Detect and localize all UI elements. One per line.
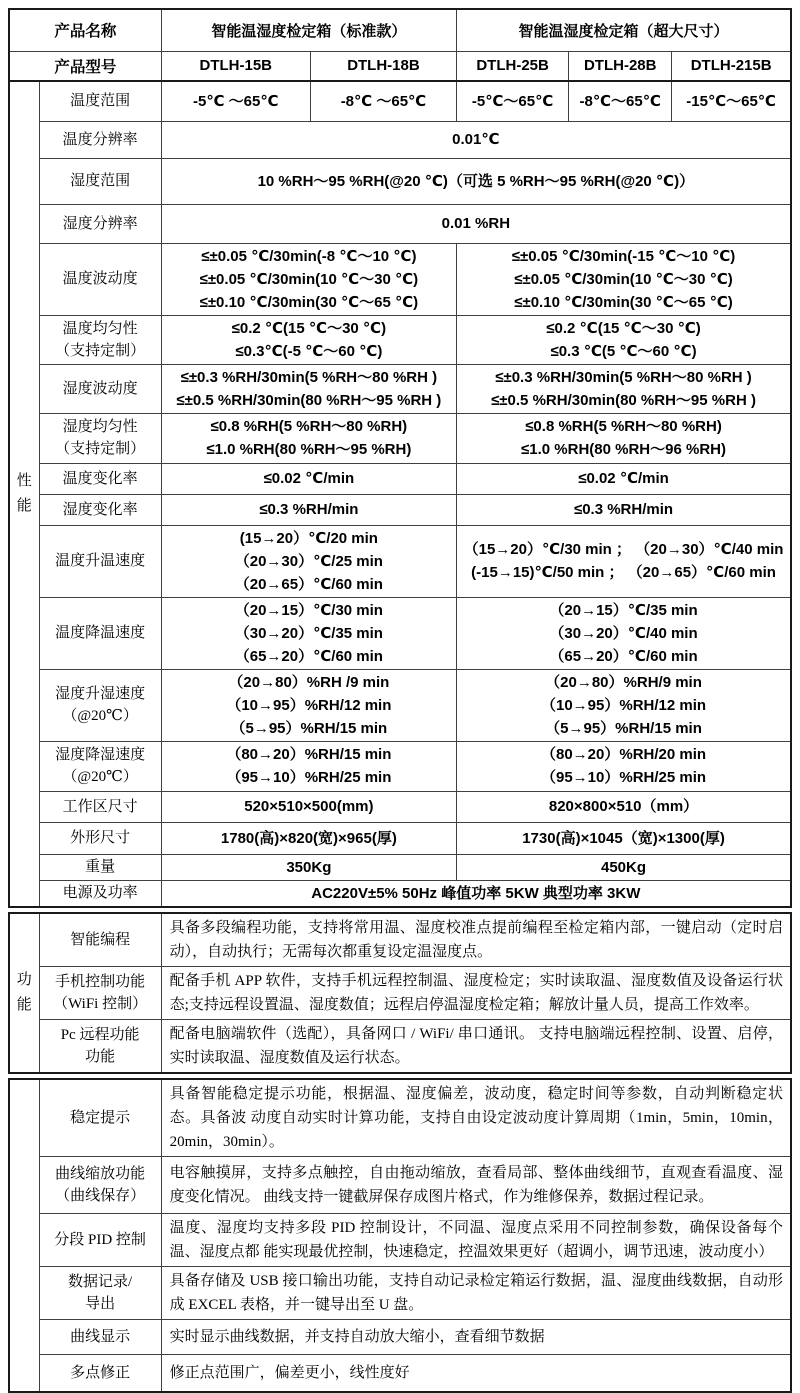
- spec-line: ≤0.2 ℃(15 ℃～30 ℃): [164, 317, 454, 340]
- row-label-line: （@20℃）: [42, 766, 159, 788]
- model-cell: DTLH-18B: [310, 51, 456, 81]
- row-label-line: 温度变化率: [42, 468, 159, 490]
- feature-description: 电容触摸屏，支持多点触控，自由拖动缩放，查看局部、整体曲线细节，直观查看温度、湿度变化情况。 曲线支持一键截屏保存成图片格式，作为维修保养，数据过程记录。: [161, 1156, 791, 1213]
- row-label-line: 曲线缩放功能: [42, 1163, 159, 1185]
- section-label-char: 能: [10, 494, 39, 519]
- spec-value-cell: [161, 81, 310, 121]
- spec-value-cell: [457, 315, 791, 364]
- spec-value-cell: [161, 121, 791, 158]
- spec-value-cell: [161, 880, 791, 907]
- spec-line: 350Kg: [164, 856, 454, 879]
- row-label: [39, 880, 161, 907]
- row-label: [39, 791, 161, 822]
- spec-value-cell: [161, 494, 456, 525]
- row-label-line: 温度降温速度: [42, 622, 159, 644]
- model-cell: DTLH-28B: [569, 51, 672, 81]
- row-label-line: 温度波动度: [42, 268, 159, 290]
- product-model-label: 产品型号: [9, 51, 161, 81]
- row-label-line: 温度范围: [42, 90, 159, 112]
- row-label-line: 手机控制功能: [42, 971, 159, 993]
- spec-line: ≤1.0 %RH(80 %RH～96 %RH): [459, 438, 788, 461]
- spec-line: 1730(高)×1045（宽)×1300(厚): [459, 827, 788, 850]
- spec-line: -5℃～65℃: [459, 90, 566, 113]
- spec-line: ≤0.3 ℃(5 ℃～60 ℃): [459, 340, 788, 363]
- spec-line: （10→95）%RH/12 min: [459, 694, 788, 717]
- spec-line: （65→20）℃/60 min: [164, 645, 454, 668]
- row-label-line: 电源及功率: [42, 882, 159, 904]
- product-title-standard: 智能温湿度检定箱（标准款）: [161, 9, 456, 51]
- spec-table-functions: [8, 912, 792, 1074]
- spec-line: ≤0.02 ℃/min: [459, 467, 788, 490]
- row-label: [39, 413, 161, 463]
- row-label: [39, 525, 161, 597]
- section-label-char: 能: [10, 993, 39, 1018]
- spec-line: （10→95）%RH/12 min: [164, 694, 454, 717]
- spec-value-cell: [457, 413, 791, 463]
- product-name-label: 产品名称: [9, 9, 161, 51]
- row-label-line: 智能编程: [42, 929, 159, 951]
- spec-line: -8℃～65℃: [571, 90, 669, 113]
- spec-line: ≤±0.5 %RH/30min(80 %RH～95 %RH ): [164, 389, 454, 412]
- row-label-line: 外形尺寸: [42, 827, 159, 849]
- row-label-line: （曲线保存）: [42, 1185, 159, 1207]
- spec-value-cell: [457, 243, 791, 315]
- spec-line: ≤±0.5 %RH/30min(80 %RH～95 %RH ): [459, 389, 788, 412]
- product-title-oversize: 智能温湿度检定箱（超大尺寸）: [457, 9, 791, 51]
- spec-line: ≤±0.3 %RH/30min(5 %RH～80 %RH ): [164, 366, 454, 389]
- row-label-line: （支持定制）: [42, 438, 159, 460]
- section-label-char: 功: [10, 968, 39, 993]
- spec-line: （20→15）℃/35 min: [459, 599, 788, 622]
- spec-line: 450Kg: [459, 856, 788, 879]
- spec-line: ≤1.0 %RH(80 %RH～95 %RH): [164, 438, 454, 461]
- spec-line: ≤0.3 %RH/min: [164, 498, 454, 521]
- spec-line: -15℃～65℃: [674, 90, 788, 113]
- row-label: [39, 243, 161, 315]
- spec-value-cell: [161, 413, 456, 463]
- spec-line: （30→20）℃/35 min: [164, 622, 454, 645]
- spec-line: ≤0.8 %RH(5 %RH～80 %RH): [459, 415, 788, 438]
- spec-line: -8℃ ～65℃: [313, 90, 454, 113]
- row-label: [39, 1156, 161, 1213]
- row-label-line: 湿度变化率: [42, 499, 159, 521]
- row-label-line: 重量: [42, 856, 159, 878]
- row-label: [39, 1266, 161, 1319]
- spec-line: AC220V±5% 50Hz 峰值功率 5KW 典型功率 3KW: [164, 882, 788, 905]
- spec-line: 520×510×500(mm): [164, 795, 454, 818]
- spec-line: ≤0.8 %RH(5 %RH～80 %RH): [164, 415, 454, 438]
- row-label: [39, 1079, 161, 1157]
- row-label: [39, 966, 161, 1019]
- row-label: [39, 913, 161, 967]
- spec-value-cell: [310, 81, 456, 121]
- section-label-char: 性: [10, 469, 39, 494]
- spec-line: （20→80）%RH /9 min: [164, 671, 454, 694]
- spec-table-extras: [8, 1078, 792, 1393]
- spec-line: （95→10）%RH/25 min: [164, 766, 454, 789]
- spec-value-cell: [672, 81, 791, 121]
- row-label-line: 湿度范围: [42, 170, 159, 192]
- spec-value-cell: [161, 364, 456, 413]
- spec-value-cell: [161, 822, 456, 854]
- spec-line: ≤±0.3 %RH/30min(5 %RH～80 %RH ): [459, 366, 788, 389]
- row-label-line: 湿度均匀性: [42, 416, 159, 438]
- spec-line: （65→20）℃/60 min: [459, 645, 788, 668]
- spec-value-cell: [457, 791, 791, 822]
- spec-value-cell: [161, 243, 456, 315]
- spec-line: ≤±0.05 ℃/30min(-8 ℃～10 ℃): [164, 245, 454, 268]
- feature-description: 温度、湿度均支持多段 PID 控制设计，不同温、湿度点采用不同控制参数，确保设备每个温、湿度点都 能实现最优控制，快速稳定，控温效果更好（超调小，调节迅速，波动度小）: [161, 1213, 791, 1266]
- row-label-line: 湿度波动度: [42, 378, 159, 400]
- spec-value-cell: [161, 463, 456, 494]
- row-label-line: （WiFi 控制）: [42, 993, 159, 1015]
- spec-value-cell: [457, 81, 569, 121]
- section-label-empty: [9, 1079, 39, 1393]
- spec-line: （20→65）℃/60 min: [164, 573, 454, 596]
- spec-value-cell: [161, 741, 456, 791]
- spec-value-cell: [161, 854, 456, 880]
- spec-line: ≤0.3℃(-5 ℃～60 ℃): [164, 340, 454, 363]
- row-label: [39, 494, 161, 525]
- row-label: [39, 854, 161, 880]
- feature-description: 具备多段编程功能，支持将常用温、湿度校准点提前编程至检定箱内部，一键启动（定时启动），自动执行；无需每次都重复设定温湿度点。: [161, 913, 791, 967]
- row-label: [39, 204, 161, 243]
- row-label: [39, 364, 161, 413]
- spec-value-cell: [161, 204, 791, 243]
- row-label-line: 温度升温速度: [42, 550, 159, 572]
- spec-line: ≤±0.10 ℃/30min(30 ℃～65 ℃): [164, 291, 454, 314]
- feature-description: 具备存储及 USB 接口输出功能，支持自动记录检定箱运行数据，温、湿度曲线数据，自动形成 EXCEL 表格，并一键导出至 U 盘。: [161, 1266, 791, 1319]
- model-cell: DTLH-15B: [161, 51, 310, 81]
- row-label: [39, 1319, 161, 1354]
- spec-line: 820×800×510（mm）: [459, 795, 788, 818]
- spec-line: 1780(高)×820(宽)×965(厚): [164, 827, 454, 850]
- spec-line: （95→10）%RH/25 min: [459, 766, 788, 789]
- spec-line: ≤0.3 %RH/min: [459, 498, 788, 521]
- spec-value-cell: [161, 315, 456, 364]
- spec-value-cell: [161, 158, 791, 204]
- feature-description: 配备手机 APP 软件，支持手机远程控制温、湿度检定；实时读取温、湿度数值及设备运行状态;支持远程设置温、湿度数值；远程启停温湿度检定箱；解放计量人员，提高工作效率。: [161, 966, 791, 1019]
- section-label-functions: [9, 913, 39, 1073]
- spec-value-cell: [457, 525, 791, 597]
- feature-description: 具备智能稳定提示功能，根据温、湿度偏差，波动度，稳定时间等参数，自动判断稳定状态。具备波 动度自动实时计算功能，支持自由设定波动度计算周期（1min，5min，10min，20min，30min）。: [161, 1079, 791, 1157]
- spec-line: 0.01℃: [164, 128, 788, 151]
- row-label-line: 分段 PID 控制: [42, 1229, 159, 1251]
- spec-line: （5→95）%RH/15 min: [459, 717, 788, 740]
- spec-line: （80→20）%RH/15 min: [164, 743, 454, 766]
- spec-line: ≤0.2 ℃(15 ℃～30 ℃): [459, 317, 788, 340]
- row-label-line: 温度均匀性: [42, 318, 159, 340]
- row-label: [39, 669, 161, 741]
- feature-description: 配备电脑端软件（选配），具备网口 / WiFi/ 串口通讯。 支持电脑端远程控制、设置、启停，实时读取温、湿度数值及运行状态。: [161, 1019, 791, 1073]
- row-label-line: 温度分辨率: [42, 129, 159, 151]
- row-label: [39, 822, 161, 854]
- spec-value-cell: [569, 81, 672, 121]
- spec-value-cell: [161, 525, 456, 597]
- row-label: [39, 1354, 161, 1392]
- row-label: [39, 463, 161, 494]
- row-label-line: 工作区尺寸: [42, 796, 159, 818]
- spec-value-cell: [457, 822, 791, 854]
- row-label: [39, 158, 161, 204]
- spec-line: ≤±0.05 ℃/30min(10 ℃～30 ℃): [459, 268, 788, 291]
- spec-line: ≤0.02 ℃/min: [164, 467, 454, 490]
- row-label-line: 导出: [42, 1293, 159, 1315]
- spec-sheet: [8, 8, 794, 1393]
- section-label-performance: [9, 81, 39, 907]
- spec-line: ≤±0.10 ℃/30min(30 ℃～65 ℃): [459, 291, 788, 314]
- spec-line: （20→80）%RH/9 min: [459, 671, 788, 694]
- spec-value-cell: [457, 854, 791, 880]
- spec-value-cell: [457, 494, 791, 525]
- row-label: [39, 1213, 161, 1266]
- spec-value-cell: [161, 597, 456, 669]
- row-label: [39, 121, 161, 158]
- row-label-line: 湿度分辨率: [42, 213, 159, 235]
- row-label-line: 稳定提示: [42, 1107, 159, 1129]
- spec-line: (15→20）℃/20 min: [164, 527, 454, 550]
- spec-value-cell: [457, 741, 791, 791]
- row-label-line: （支持定制）: [42, 340, 159, 362]
- row-label-line: 多点修正: [42, 1362, 159, 1384]
- row-label-line: Pc 远程功能: [42, 1024, 159, 1046]
- row-label-line: （@20℃）: [42, 705, 159, 727]
- spec-value-cell: [457, 597, 791, 669]
- spec-line: ≤±0.05 ℃/30min(10 ℃～30 ℃): [164, 268, 454, 291]
- spec-line: （20→15）℃/30 min: [164, 599, 454, 622]
- model-cell: DTLH-25B: [457, 51, 569, 81]
- feature-description: 修正点范围广，偏差更小，线性度好: [161, 1354, 791, 1392]
- model-cell: DTLH-215B: [672, 51, 791, 81]
- spec-table-main: [8, 8, 792, 908]
- spec-line: （30→20）℃/40 min: [459, 622, 788, 645]
- row-label-line: 曲线显示: [42, 1326, 159, 1348]
- spec-line: (-15→15)℃/50 min ； （20→65）℃/60 min: [459, 561, 788, 584]
- row-label-line: 湿度降湿速度: [42, 744, 159, 766]
- spec-value-cell: [457, 463, 791, 494]
- spec-value-cell: [457, 669, 791, 741]
- row-label-line: 数据记录/: [42, 1271, 159, 1293]
- row-label: [39, 81, 161, 121]
- spec-line: 10 %RH～95 %RH(@20 ℃)（可选 5 %RH～95 %RH(@20 ℃)）: [164, 170, 788, 193]
- row-label: [39, 1019, 161, 1073]
- spec-line: （15→20）℃/30 min ； （20→30）℃/40 min: [459, 538, 788, 561]
- spec-value-cell: [457, 364, 791, 413]
- spec-value-cell: [161, 669, 456, 741]
- row-label-line: 湿度升湿速度: [42, 683, 159, 705]
- feature-description: 实时显示曲线数据，并支持自动放大缩小，查看细节数据: [161, 1319, 791, 1354]
- spec-line: （5→95）%RH/15 min: [164, 717, 454, 740]
- spec-line: （20→30）℃/25 min: [164, 550, 454, 573]
- row-label-line: 功能: [42, 1046, 159, 1068]
- spec-line: -5℃ ～65℃: [164, 90, 308, 113]
- row-label: [39, 741, 161, 791]
- spec-line: 0.01 %RH: [164, 212, 788, 235]
- spec-line: （80→20）%RH/20 min: [459, 743, 788, 766]
- row-label: [39, 315, 161, 364]
- spec-value-cell: [161, 791, 456, 822]
- spec-line: ≤±0.05 ℃/30min(-15 ℃～10 ℃): [459, 245, 788, 268]
- row-label: [39, 597, 161, 669]
